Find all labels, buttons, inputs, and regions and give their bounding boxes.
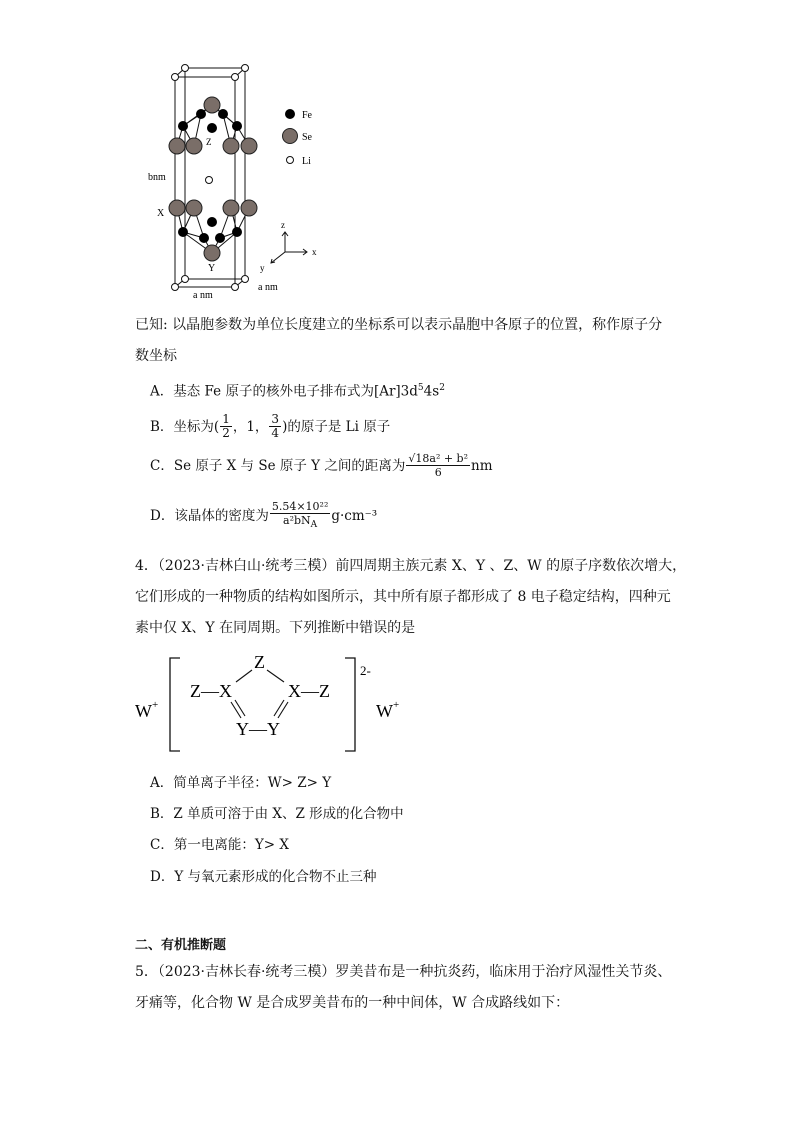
q4-option-d: D．Y 与氧元素形成的化合物不止三种 <box>150 869 377 885</box>
label-b: bnm <box>148 172 166 183</box>
q4-option-b: B．Z 单质可溶于由 X、Z 形成的化合物中 <box>150 806 404 822</box>
legend-li-label: Li <box>302 156 311 167</box>
fe-atom <box>196 109 206 119</box>
w-left: W <box>135 701 152 721</box>
ring-y-y-bottom: Y—Y <box>236 719 280 739</box>
q4-option-a: A．简单离子半径：W> Z> Y <box>150 775 332 791</box>
q5-stem-line1: 5．（2023·吉林长春·统考三模）罗美昔布是一种抗炎药，临床用于治疗风湿性关节炎、 <box>135 964 672 980</box>
se-atom <box>186 138 202 154</box>
fe-atom <box>218 109 228 119</box>
li-atom <box>182 65 189 72</box>
axis-y-label: y <box>260 263 265 273</box>
q3-option-d: D．该晶体的密度为 $\frac{\text{5.54×10²²}}{a^2bN_A}$ g·cm⁻³ <box>150 500 378 531</box>
q5-stem-line2: 牙痛等，化合物 W 是合成罗美昔布的一种中间体，W 合成路线如下： <box>135 995 570 1011</box>
q4-stem-line1: 4．（2023·吉林白山·统考三模）前四周期主族元素 X、Y 、Z、W 的原子序数依次增大， <box>135 558 687 574</box>
li-atom <box>172 74 179 81</box>
q3-option-c: C．Se 原子 X 与 Se 原子 Y 之间的距离为 $\frac{\text{√18a² + b²}}{6}$ nm <box>150 452 493 479</box>
fe-atom <box>178 227 188 237</box>
ring-z-x-left: Z—X <box>190 681 232 701</box>
label-a-right: a nm <box>258 282 278 293</box>
se-atom <box>169 138 185 154</box>
legend-se-icon <box>283 129 298 144</box>
left-bracket <box>170 658 180 751</box>
crystal-cell-figure <box>140 62 340 302</box>
label-y: Y <box>208 263 216 274</box>
se-atom <box>204 97 220 113</box>
w-right-charge: + <box>393 699 400 711</box>
label-a: a nm <box>193 290 213 301</box>
label-x: X <box>157 208 165 219</box>
section-heading: 二、有机推断题 <box>135 938 227 953</box>
w-left-charge: + <box>152 699 159 711</box>
li-atom <box>242 65 249 72</box>
q3-known-line2: 数坐标 <box>135 348 177 364</box>
fe-atom <box>207 123 217 133</box>
se-atom <box>169 200 185 216</box>
q3-option-a: A．基态 Fe 原子的核外电子排布式为$[Ar]3d^54s^2$ <box>150 383 445 400</box>
legend-fe-icon <box>285 109 295 119</box>
se-atom <box>186 200 202 216</box>
li-atom <box>182 276 189 283</box>
fe-atom <box>232 227 242 237</box>
right-bracket <box>345 658 355 751</box>
se-atom <box>241 138 257 154</box>
legend-se-label: Se <box>302 132 312 143</box>
li-atom <box>172 284 179 291</box>
legend-li-icon <box>287 157 294 164</box>
q3-known-line1: 已知: 以晶胞参数为单位长度建立的坐标系可以表示晶胞中各原子的位置，称作原子分 <box>135 317 663 333</box>
fe-atom <box>199 233 209 243</box>
q4-option-c: C．第一电离能：Y> X <box>150 837 289 853</box>
fe-atom <box>178 121 188 131</box>
q4-stem-line2: 它们形成的一种物质的结构如图所示，其中所有原子都形成了 8 电子稳定结构，四种元 <box>135 589 671 605</box>
se-atom <box>223 138 239 154</box>
w-right: W <box>376 701 393 721</box>
legend-fe-label: Fe <box>302 110 312 121</box>
axis-z-label: z <box>281 220 285 230</box>
axis-x-label: x <box>312 247 317 257</box>
li-atom <box>242 276 249 283</box>
fe-atom <box>232 121 242 131</box>
q4-stem-line3: 素中仅 X、Y 在同周期。下列推断中错误的是 <box>135 620 416 636</box>
li-atom <box>232 74 239 81</box>
charge-label: 2- <box>360 663 371 678</box>
se-atom <box>223 200 239 216</box>
ring-x-z-right: X—Z <box>288 681 330 701</box>
q3-option-b: B．坐标为( $\frac{1}{2}$ ，1， $\frac{3}{4}$ )的原子是 Li 原子 <box>150 412 391 440</box>
label-z: Z <box>206 137 212 147</box>
se-atom <box>241 200 257 216</box>
se-atom <box>204 245 220 261</box>
fe-atom <box>207 217 217 227</box>
li-atom <box>232 284 239 291</box>
fe-atom <box>215 233 225 243</box>
li-atom <box>206 177 213 184</box>
ring-z-top: Z <box>254 652 265 672</box>
q4-structure-figure <box>130 648 420 758</box>
